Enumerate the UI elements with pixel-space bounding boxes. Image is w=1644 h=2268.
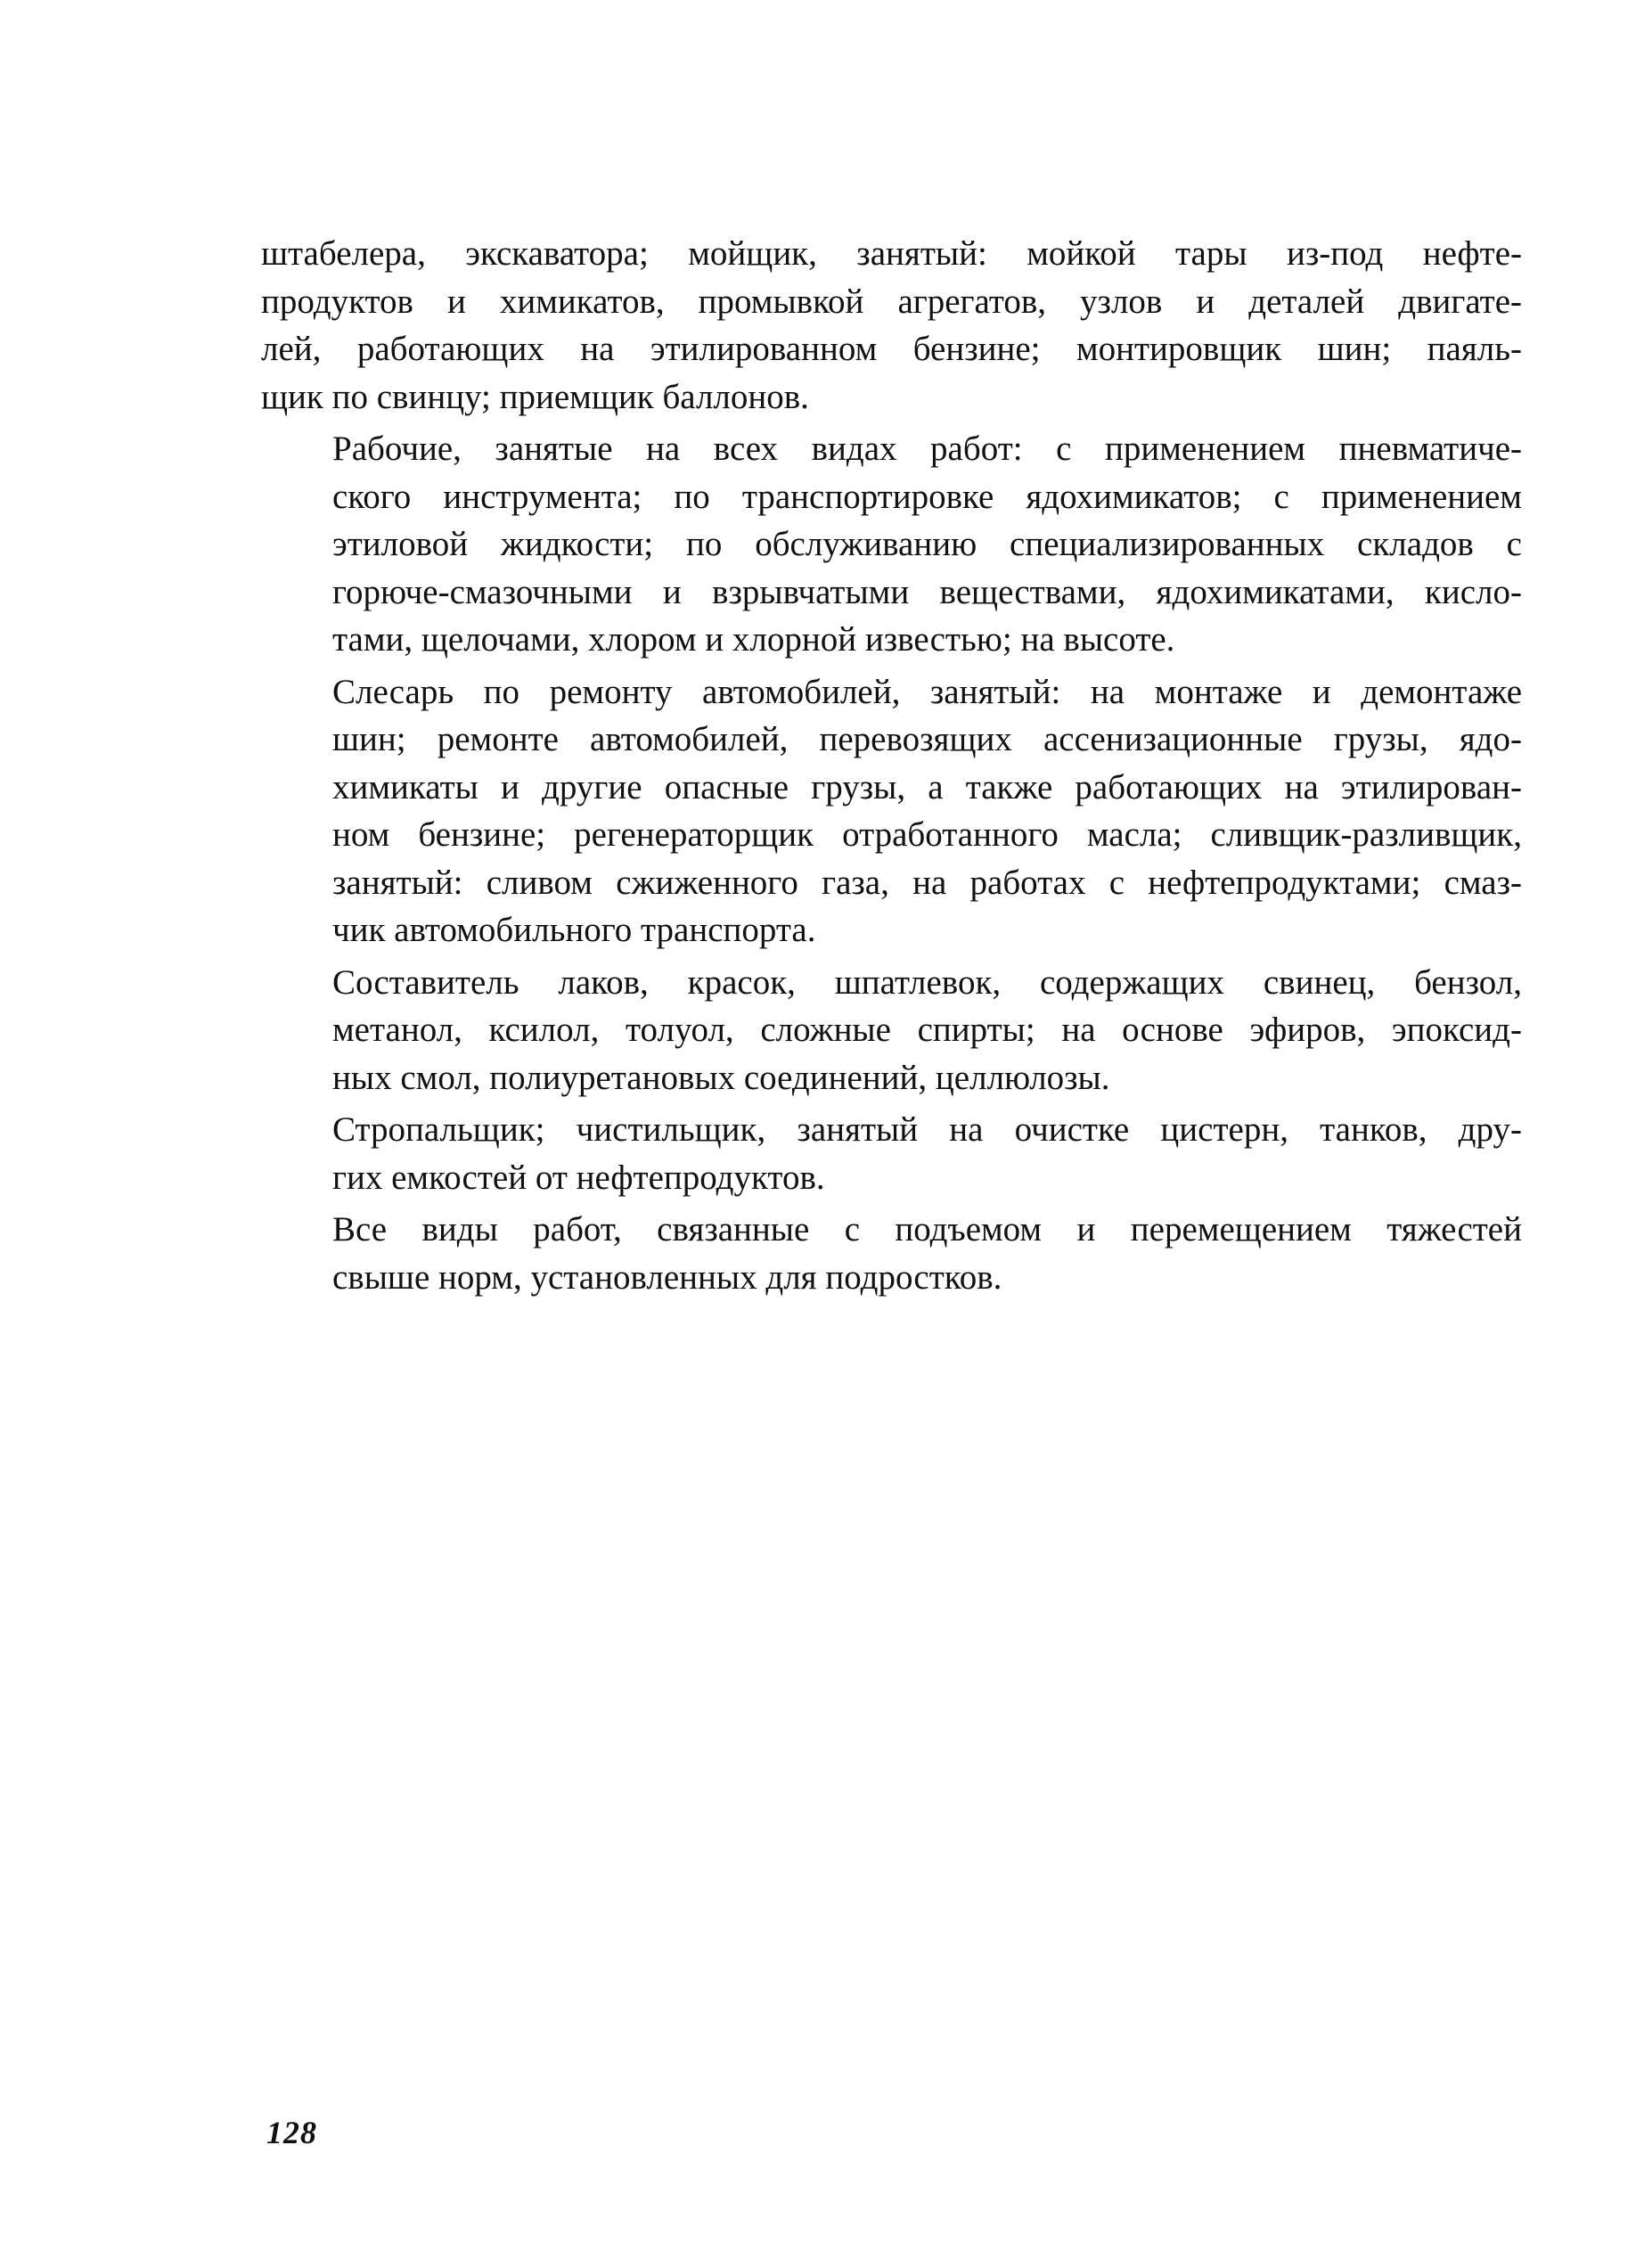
text-line: этиловой жидкости; по обслуживанию специализированных складов с — [332, 525, 1522, 563]
body-text — [261, 230, 1522, 1301]
paragraph-4 — [261, 959, 1522, 1102]
text-line: ном бензине; регенераторщик отработанного масла; сливщик-разливщик, — [332, 815, 1522, 854]
text-line: тами, щелочами, хлором и хлорной известью; на высоте. — [332, 620, 1175, 659]
text-line: свыше норм, установленных для подростков. — [332, 1257, 1002, 1297]
text-line: занятый: сливом сжиженного газа, на работах с нефтепродуктами; смаз- — [332, 863, 1522, 902]
paragraph-2 — [261, 425, 1522, 664]
paragraph-6 — [261, 1206, 1522, 1301]
paragraph-3 — [261, 668, 1522, 954]
text-line: ского инструмента; по транспортировке ядохимикатов; с применением — [332, 477, 1522, 516]
text-line: гих емкостей от нефтепродуктов. — [332, 1158, 825, 1197]
text-line: горюче-смазочными и взрывчатыми веществами, ядохимикатами, кисло- — [332, 572, 1522, 611]
text-line: Слесарь по ремонту автомобилей, занятый: на монтаже и демонтаже — [332, 672, 1522, 711]
text-line: Составитель лаков, красок, шпатлевок, содержащих свинец, бензол, — [332, 962, 1522, 1002]
text-line: штабелера, экскаватора; мойщик, занятый: мойкой тары из-под нефте- — [261, 234, 1522, 273]
text-line: чик автомобильного транспорта. — [332, 911, 816, 949]
text-line: Рабочие, занятые на всех видах работ: с применением пневматиче- — [332, 430, 1522, 468]
page-number: 128 — [266, 2115, 317, 2150]
paragraph-5 — [261, 1106, 1522, 1201]
text-line: щик по свинцу; приемщик баллонов. — [261, 377, 809, 416]
text-line: метанол, ксилол, толуол, сложные спирты; на основе эфиров, эпоксид- — [332, 1011, 1522, 1049]
text-line: лей, работающих на этилированном бензине; монтировщик шин; паяль- — [261, 330, 1522, 368]
text-line: шин; ремонте автомобилей, перевозящих ассенизационные грузы, ядо- — [332, 720, 1522, 758]
text-line: Стропальщик; чистильщик, занятый на очистке цистерн, танков, дру- — [332, 1110, 1522, 1149]
paragraph-1 — [261, 230, 1522, 421]
text-line: продуктов и химикатов, промывкой агрегатов, узлов и деталей двигате- — [261, 282, 1522, 321]
text-line: ных смол, полиуретановых соединений, целлюлозы. — [332, 1058, 1110, 1097]
text-line: химикаты и другие опасные грузы, а также работающих на этилирован- — [332, 767, 1522, 806]
text-line: Все виды работ, связанные с подъемом и перемещением тяжестей — [332, 1210, 1522, 1249]
